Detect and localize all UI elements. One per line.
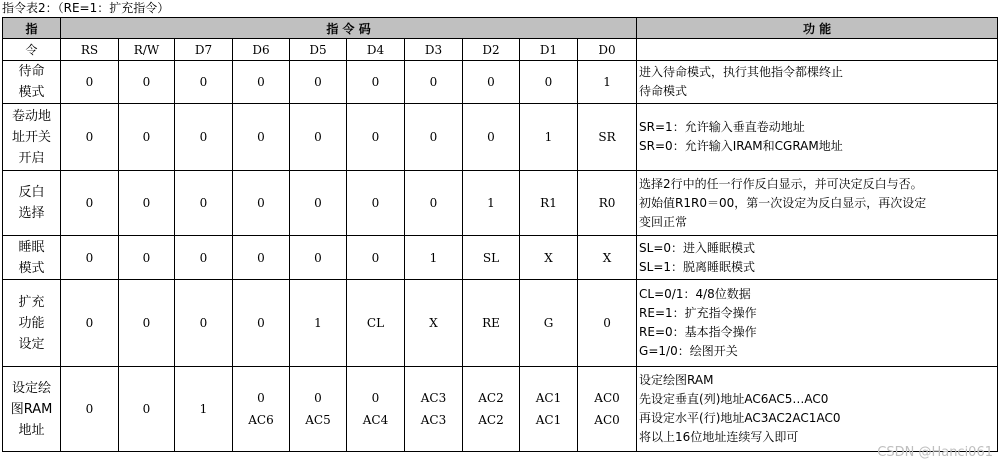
bit-cell-d4 <box>347 104 405 171</box>
bit-value: AC1 <box>535 413 562 427</box>
bit-value: 0 <box>314 250 322 265</box>
bit-cell-d1 <box>520 171 578 236</box>
function-line: 再设定水平(行)地址AC3AC2AC1AC0 <box>639 411 841 425</box>
bit-value: AC2 <box>478 413 504 427</box>
bit-value: 0 <box>85 130 94 144</box>
header-bit-rs: RS <box>61 39 119 61</box>
bit-cell-d2 <box>463 104 520 171</box>
instruction-name <box>3 61 61 104</box>
bit-value: 0 <box>544 75 553 89</box>
bit-cell-d0 <box>578 280 637 367</box>
instruction-name-line: 开启 <box>18 150 45 166</box>
bit-value: 0 <box>314 75 322 89</box>
function-description <box>637 280 998 367</box>
bit-value: 0 <box>487 130 495 144</box>
bit-cell-rs <box>61 236 119 280</box>
function-description <box>637 236 998 280</box>
bit-value: 0 <box>314 130 322 144</box>
bit-cell-rs <box>61 171 119 236</box>
bit-cell-d5 <box>290 104 347 171</box>
instruction-name-line: 睡眠 <box>18 239 45 255</box>
bit-value: 0 <box>371 130 380 144</box>
function-description <box>637 61 998 104</box>
instruction-name-line: 模式 <box>18 260 45 276</box>
function-line: CL=0/1：4/8位数据 <box>639 287 751 301</box>
bit-value: 0 <box>371 391 380 405</box>
table-row <box>3 236 998 280</box>
header-row-bits <box>3 39 998 61</box>
bit-value: 0 <box>199 250 208 265</box>
bit-value: SL <box>482 250 500 265</box>
bit-cell-d4 <box>347 280 405 367</box>
bit-cell-rw <box>119 280 175 367</box>
bit-value: AC1 <box>535 391 562 405</box>
bit-cell-rw <box>119 61 175 104</box>
bit-value: 0 <box>429 75 438 89</box>
instruction-name-line: 卷动地 <box>11 108 51 124</box>
bit-value: 1 <box>429 250 438 265</box>
bit-cell-d4 <box>347 236 405 280</box>
bit-value: 0 <box>257 75 265 89</box>
bit-cell-d2 <box>463 236 520 280</box>
bit-value: 0 <box>142 250 151 265</box>
watermark: CSDN @Hanci061 <box>877 445 993 460</box>
bit-cell-rw <box>119 104 175 171</box>
table-row <box>3 171 998 236</box>
instruction-name-line: 设定 <box>18 336 45 352</box>
instruction-table-2 <box>2 17 998 452</box>
bit-value: 0 <box>487 75 495 89</box>
function-description <box>637 104 998 171</box>
bit-cell-d5 <box>290 171 347 236</box>
bit-cell-d7 <box>175 104 233 171</box>
bit-value: 1 <box>314 316 322 330</box>
header-row-main <box>3 18 998 39</box>
bit-value: AC2 <box>478 391 504 405</box>
bit-cell-d2 <box>463 171 520 236</box>
bit-cell-d3 <box>405 61 463 104</box>
bit-cell-rs <box>61 280 119 367</box>
bit-cell-d4 <box>347 61 405 104</box>
bit-cell-d7 <box>175 236 233 280</box>
bit-value: 0 <box>603 316 611 330</box>
bit-value: AC4 <box>362 413 389 427</box>
header-bit-rw: R/W <box>119 39 175 61</box>
header-bit-d1: D1 <box>520 39 578 61</box>
bit-value: 0 <box>142 130 151 144</box>
bit-cell-d3 <box>405 367 463 452</box>
bit-cell-d7 <box>175 280 233 367</box>
header-instruction-top: 指 <box>3 18 61 39</box>
bit-value: AC3 <box>420 391 447 405</box>
bit-cell-rs <box>61 104 119 171</box>
bit-value: X <box>429 316 438 330</box>
header-bit-d4: D4 <box>347 39 405 61</box>
header-bit-d6: D6 <box>233 39 290 61</box>
bit-value: 0 <box>314 196 322 210</box>
function-line: SR=1：允许输入垂直卷动地址 <box>639 120 805 134</box>
function-description <box>637 171 998 236</box>
bit-cell-d3 <box>405 280 463 367</box>
instruction-name-line: 选择 <box>18 206 45 221</box>
bit-cell-d7 <box>175 61 233 104</box>
bit-value: G <box>543 316 554 330</box>
bit-cell-d4 <box>347 367 405 452</box>
bit-value: AC3 <box>420 413 447 427</box>
header-bit-d0: D0 <box>578 39 637 61</box>
bit-cell-d6 <box>233 236 290 280</box>
bit-value: 0 <box>199 130 208 144</box>
bit-cell-d2 <box>463 61 520 104</box>
bit-cell-rw <box>119 367 175 452</box>
bit-cell-d3 <box>405 236 463 280</box>
bit-value: 1 <box>199 402 208 416</box>
bit-value: 0 <box>429 196 438 210</box>
bit-value: 0 <box>199 316 208 330</box>
bit-cell-d7 <box>175 171 233 236</box>
bit-value: 0 <box>257 250 265 265</box>
bit-value: AC5 <box>305 413 331 427</box>
bit-cell-d2 <box>463 280 520 367</box>
header-bit-d3: D3 <box>405 39 463 61</box>
bit-cell-rw <box>119 236 175 280</box>
bit-cell-d0 <box>578 171 637 236</box>
instruction-name <box>3 171 61 236</box>
instruction-name <box>3 236 61 280</box>
bit-cell-d3 <box>405 104 463 171</box>
function-description <box>637 367 998 452</box>
instruction-name-line: 功能 <box>18 315 45 331</box>
instruction-name-line: 模式 <box>18 85 45 100</box>
bit-cell-d1 <box>520 236 578 280</box>
header-bit-d2: D2 <box>463 39 520 61</box>
bit-value: 0 <box>142 402 151 416</box>
bit-value: 0 <box>142 196 151 210</box>
bit-value: 1 <box>544 130 553 144</box>
function-line: 变回正常 <box>639 214 688 229</box>
bit-value: 0 <box>371 196 380 210</box>
bit-value: 0 <box>85 196 94 210</box>
bit-cell-d4 <box>347 171 405 236</box>
bit-cell-d5 <box>290 236 347 280</box>
instruction-name-line: 地址 <box>18 422 45 438</box>
bit-value: 0 <box>142 316 151 330</box>
header-bit-d5: D5 <box>290 39 347 61</box>
bit-value: AC0 <box>594 391 620 405</box>
bit-value: SR <box>598 130 616 144</box>
bit-cell-d1 <box>520 61 578 104</box>
bit-value: 0 <box>314 391 322 405</box>
bit-cell-rw <box>119 171 175 236</box>
header-function-blank <box>637 39 998 61</box>
instruction-name-line: 址开关 <box>11 129 51 145</box>
bit-value: 0 <box>142 75 151 89</box>
bit-cell-d6 <box>233 61 290 104</box>
bit-value: 0 <box>85 402 94 416</box>
bit-value: R0 <box>598 196 616 210</box>
table-row <box>3 280 998 367</box>
bit-value: 0 <box>371 75 380 89</box>
bit-value: 0 <box>85 316 94 330</box>
function-line: 选择2行中的任一行作反白显示，并可决定反白与否。 <box>639 176 923 191</box>
function-line: RE=0：基本指令操作 <box>639 325 757 339</box>
bit-cell-d5 <box>290 61 347 104</box>
header-instruction-code: 指 令 码 <box>61 18 637 39</box>
bit-cell-d6 <box>233 171 290 236</box>
instruction-name-line: 图RAM <box>10 401 53 417</box>
function-line: G=1/0：绘图开关 <box>639 344 738 358</box>
bit-cell-d2 <box>463 367 520 452</box>
bit-value: 0 <box>199 196 208 210</box>
header-bit-d7: D7 <box>175 39 233 61</box>
bit-cell-d6 <box>233 104 290 171</box>
bit-cell-d7 <box>175 367 233 452</box>
bit-value: X <box>544 250 553 265</box>
bit-value: CL <box>366 316 385 330</box>
function-line: 待命模式 <box>639 84 688 98</box>
bit-cell-d3 <box>405 171 463 236</box>
instruction-name <box>3 367 61 452</box>
function-line: 设定绘图RAM <box>639 373 714 387</box>
instruction-name-line: 扩充 <box>18 294 45 310</box>
bit-value: 0 <box>429 130 438 144</box>
bit-value: 0 <box>85 250 94 265</box>
table-row <box>3 104 998 171</box>
function-line: 进入待命模式，执行其他指令都棵终止 <box>639 65 844 79</box>
instruction-name-line: 待命 <box>18 64 45 79</box>
header-function: 功 能 <box>637 18 998 39</box>
table-row <box>3 61 998 104</box>
bit-value: 0 <box>85 75 94 89</box>
instruction-name <box>3 280 61 367</box>
bit-value: 0 <box>257 316 265 330</box>
function-line: RE=1：扩充指令操作 <box>639 306 757 320</box>
bit-value: 0 <box>371 250 380 265</box>
bit-value: R1 <box>540 196 557 210</box>
bit-cell-d0 <box>578 367 637 452</box>
table-caption: 指令表2：（RE=1：扩充指令） <box>2 1 170 15</box>
bit-cell-d1 <box>520 280 578 367</box>
header-instruction-bottom: 令 <box>3 39 61 61</box>
bit-value: X <box>602 250 612 265</box>
function-line: SR=0：允许输入IRAM和CGRAM地址 <box>639 139 843 153</box>
bit-value: AC6 <box>248 413 274 427</box>
bit-value: 0 <box>257 196 265 210</box>
table-row <box>3 367 998 452</box>
instruction-name-line: 反白 <box>18 185 45 200</box>
bit-cell-d6 <box>233 367 290 452</box>
bit-cell-d1 <box>520 104 578 171</box>
bit-value: 0 <box>199 75 208 89</box>
bit-cell-rs <box>61 367 119 452</box>
bit-cell-d0 <box>578 61 637 104</box>
bit-value: 0 <box>257 130 265 144</box>
bit-value: 1 <box>603 75 611 89</box>
function-line: SL=0：进入睡眠模式 <box>639 240 756 255</box>
function-line: 将以上16位地址连续写入即可 <box>639 430 799 444</box>
bit-cell-d6 <box>233 280 290 367</box>
bit-cell-d0 <box>578 236 637 280</box>
function-line: 初始值R1R0＝00，第一次设定为反白显示，再次设定 <box>639 195 927 210</box>
bit-cell-d5 <box>290 367 347 452</box>
bit-cell-rs <box>61 61 119 104</box>
bit-cell-d1 <box>520 367 578 452</box>
bit-value: RE <box>482 316 500 330</box>
instruction-name-line: 设定绘 <box>11 380 51 396</box>
bit-cell-d0 <box>578 104 637 171</box>
function-line: SL=1：脱离睡眠模式 <box>639 259 756 274</box>
bit-value: 0 <box>257 391 265 405</box>
function-line: 先设定垂直(列)地址AC6AC5…AC0 <box>639 392 829 406</box>
instruction-name <box>3 104 61 171</box>
bit-value: AC0 <box>594 413 620 427</box>
bit-cell-d5 <box>290 280 347 367</box>
bit-value: 1 <box>487 196 495 210</box>
